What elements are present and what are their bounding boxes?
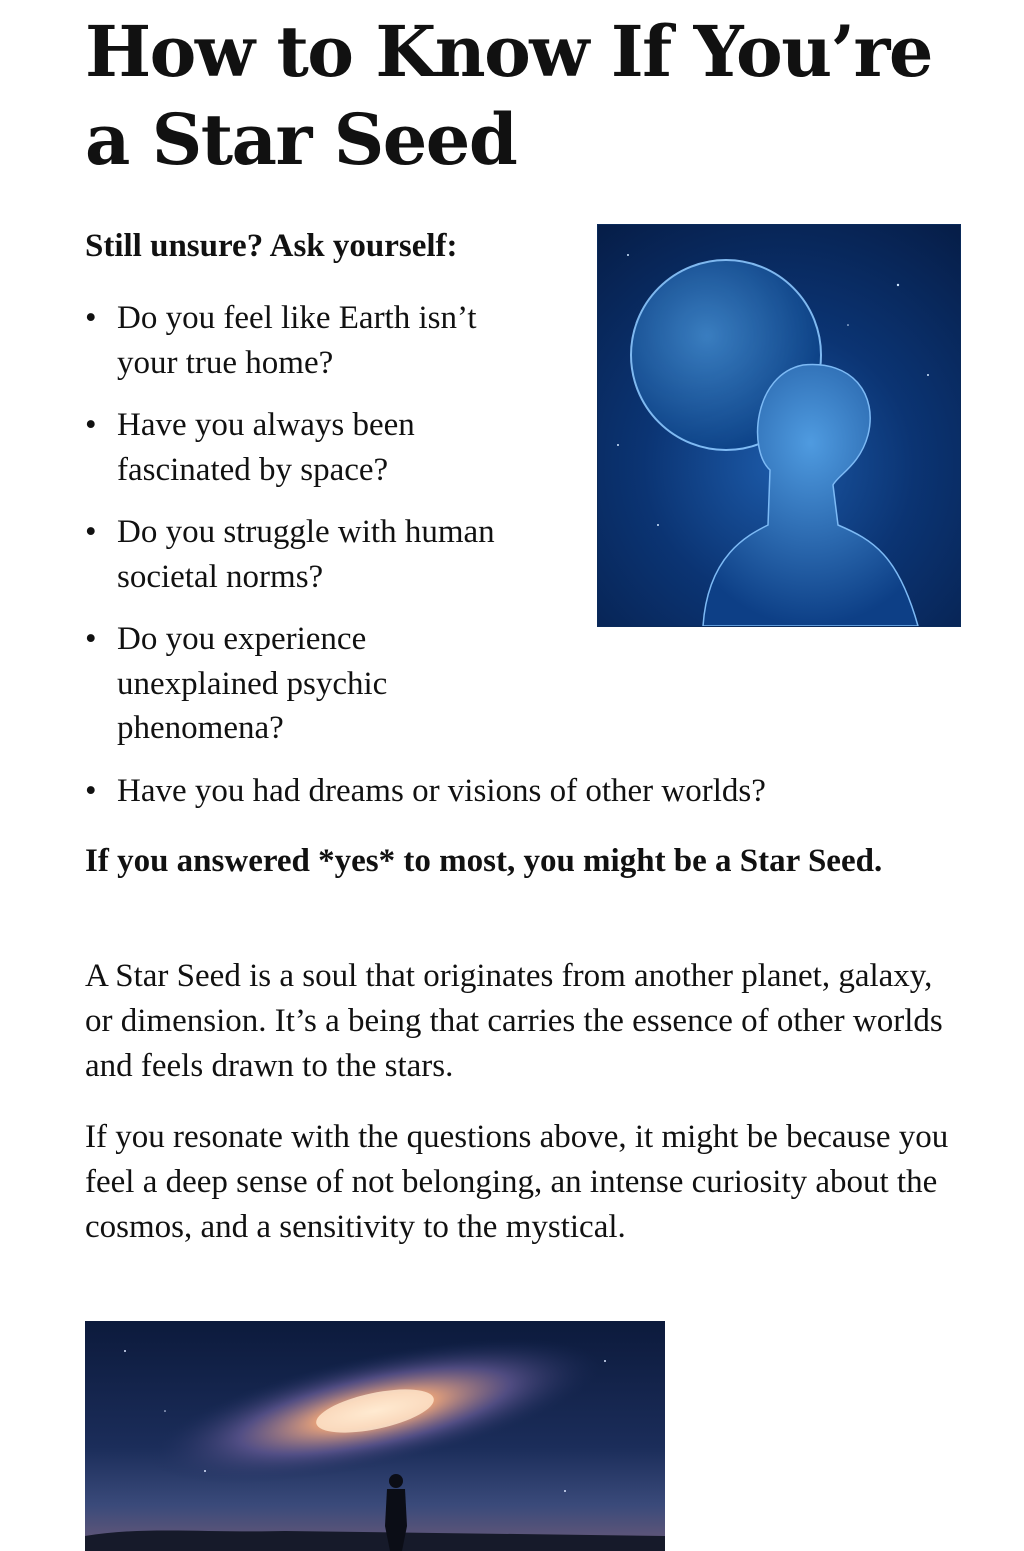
question-text: Do you experience unexplained psychic phenomena? (117, 621, 388, 746)
list-item (85, 403, 497, 492)
lead-heading: Still unsure? Ask yourself: (85, 228, 458, 264)
definition-paragraph: A Star Seed is a soul that originates from another planet, galaxy, or dimension. It’s a being that carries the essence of other worlds and feels drawn to the stars. (85, 958, 943, 1084)
galaxy-illustration (85, 1321, 665, 1551)
list-item (85, 617, 477, 751)
list-item (85, 510, 497, 599)
list-item (85, 769, 917, 814)
galaxy-image (85, 1321, 665, 1551)
resonance-paragraph: If you resonate with the questions above, it might be because you feel a deep sense of not belonging, an intense curiosity about the cosmos, and a sensitivity to the mystical. (85, 1119, 949, 1245)
question-list (85, 296, 917, 831)
question-text: Have you always been fascinated by space? (117, 407, 415, 488)
list-item (85, 296, 527, 385)
page-title: How to Know If You’re a Star Seed (85, 10, 932, 181)
question-text: Have you had dreams or visions of other worlds? (117, 772, 766, 809)
question-text: Do you struggle with human societal norms? (117, 514, 495, 595)
standing-person-silhouette (385, 1474, 407, 1551)
answer-callout: If you answered *yes* to most, you might be a Star Seed. (85, 843, 883, 879)
question-text: Do you feel like Earth isn’t your true home? (117, 300, 477, 381)
